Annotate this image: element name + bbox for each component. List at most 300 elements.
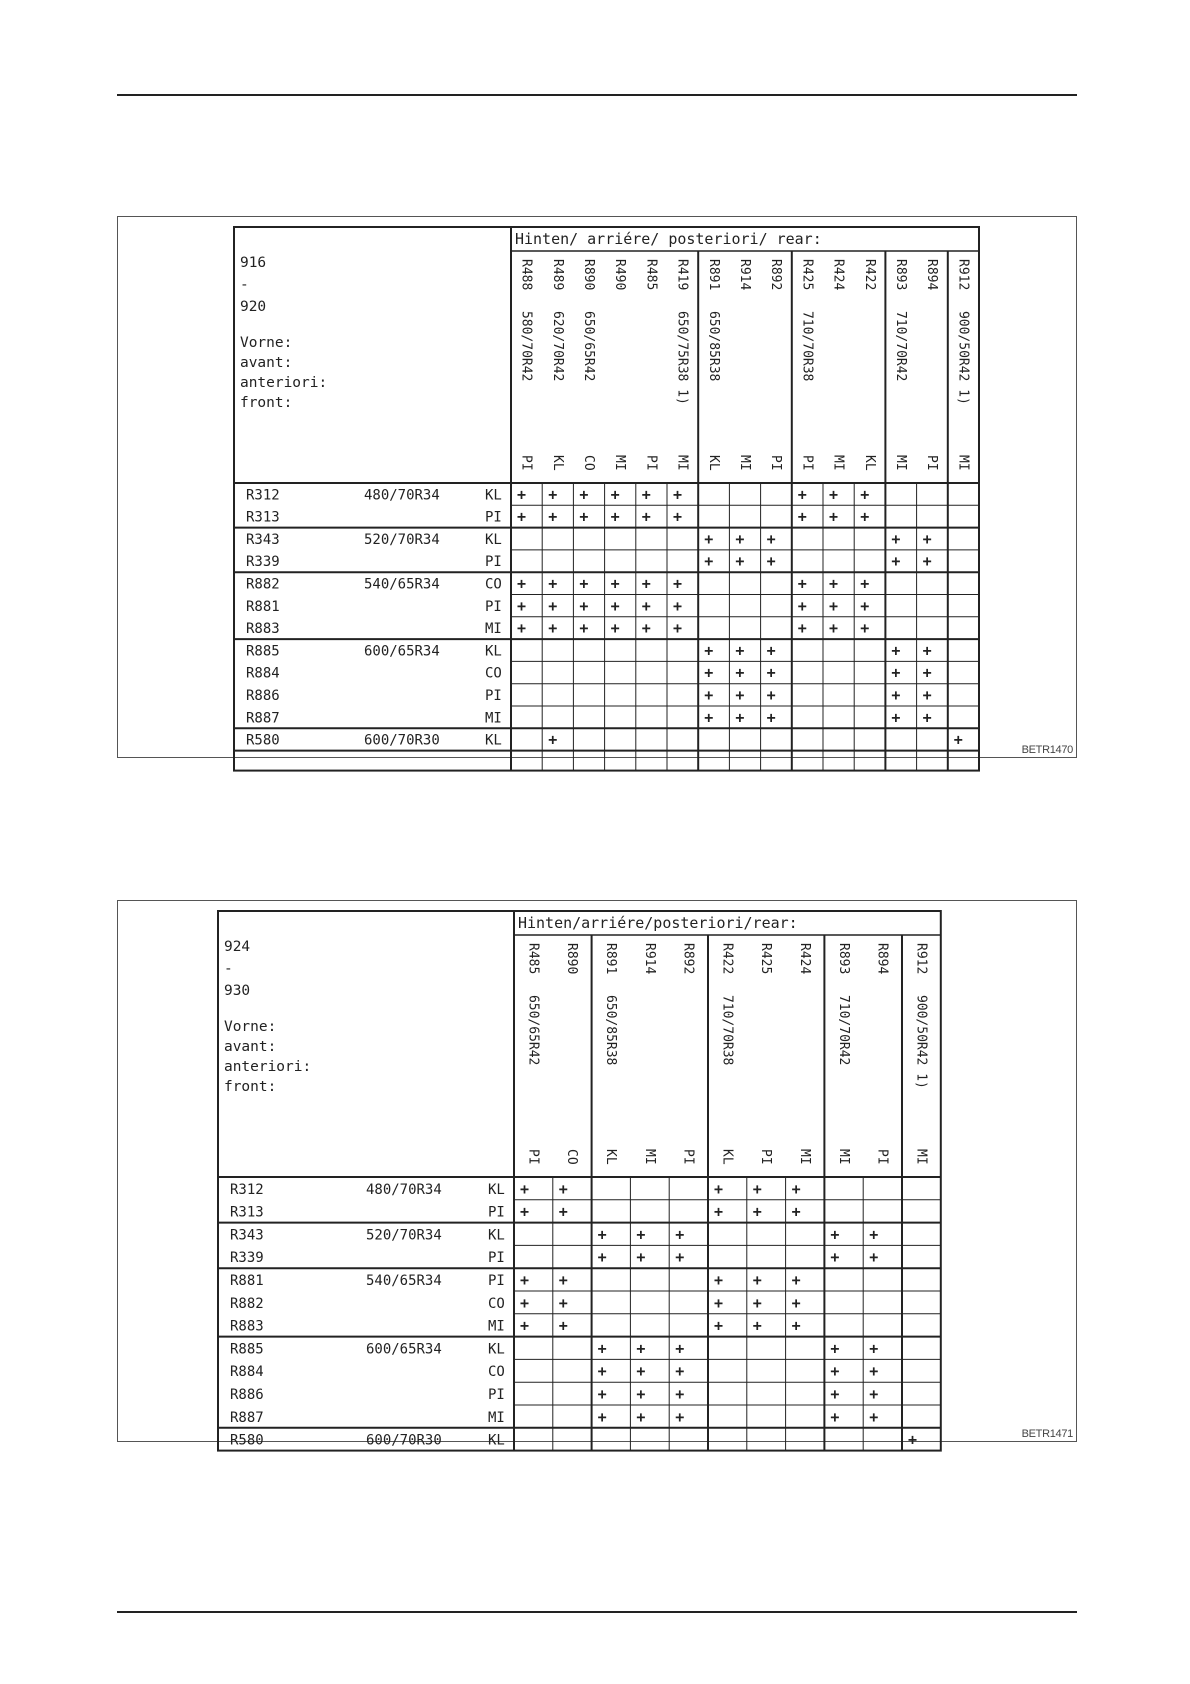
column-brand: MI — [913, 1148, 929, 1165]
compat-mark: + — [828, 619, 839, 638]
column-brand: CO — [581, 454, 597, 471]
column-size: 650/65R42 — [581, 310, 597, 382]
compat-mark: + — [675, 1339, 685, 1358]
column-header — [719, 943, 734, 1065]
row-code: R884 — [246, 665, 280, 682]
compat-mark: + — [636, 1362, 646, 1381]
row-brand: KL — [485, 732, 502, 749]
column-code: R425 — [799, 258, 815, 291]
row-code: R881 — [246, 598, 280, 615]
column-brand-wrap — [831, 455, 846, 471]
row-code: R883 — [246, 621, 280, 638]
row-code: R881 — [230, 1272, 264, 1289]
footer-rule — [117, 1611, 1077, 1613]
compat-mark: + — [766, 708, 776, 727]
compat-mark: + — [828, 596, 839, 615]
compat-mark: + — [672, 507, 683, 526]
row-brand: MI — [487, 1409, 505, 1426]
compat-mark: + — [860, 485, 870, 504]
compat-mark: + — [922, 685, 932, 704]
column-header — [875, 943, 890, 974]
compat-mark: + — [797, 619, 807, 638]
column-brand-wrap — [706, 455, 721, 471]
compat-mark: + — [672, 596, 683, 615]
column-code: R422 — [861, 258, 877, 291]
column-header — [681, 943, 696, 974]
compat-mark: + — [713, 1316, 724, 1335]
compat-mark: + — [860, 507, 870, 526]
column-size: 900/50R42 1) — [955, 310, 971, 405]
row-code: R887 — [230, 1409, 264, 1426]
compat-mark: + — [713, 1293, 724, 1312]
column-code: R424 — [830, 258, 846, 291]
figure-frame-2 — [117, 900, 1077, 1449]
compat-mark: + — [704, 663, 714, 682]
compat-mark: + — [797, 485, 807, 504]
tyre-compatibility-table-924-930 — [216, 909, 943, 1453]
compat-mark: + — [517, 596, 527, 615]
model-number: 924 — [224, 938, 251, 955]
column-brand: MI — [835, 1148, 851, 1165]
table-svg — [216, 909, 943, 1453]
row-code: R580 — [230, 1432, 264, 1449]
compat-mark: + — [675, 1407, 685, 1426]
row-code: R339 — [230, 1250, 264, 1267]
compat-mark: + — [597, 1362, 607, 1381]
front-label: anteriori: — [224, 1058, 312, 1075]
compat-mark: + — [641, 485, 651, 504]
column-header — [519, 259, 534, 381]
column-size: 710/70R42 — [835, 994, 851, 1066]
column-header — [603, 943, 618, 1065]
compat-mark: + — [713, 1179, 724, 1198]
column-header — [642, 943, 657, 974]
column-header — [862, 259, 877, 290]
compat-mark: + — [517, 619, 527, 638]
row-brand: PI — [487, 1250, 505, 1267]
column-brand: PI — [799, 454, 815, 471]
column-brand-wrap — [913, 1149, 928, 1165]
column-brand: MI — [736, 454, 752, 471]
row-brand: MI — [485, 710, 502, 727]
row-size: 600/65R34 — [366, 1341, 442, 1358]
column-code: R892 — [768, 258, 784, 291]
compat-mark: + — [610, 596, 620, 615]
row-size: 540/65R34 — [366, 1272, 442, 1289]
compat-mark: + — [735, 685, 745, 704]
column-code: R890 — [581, 258, 597, 291]
row-brand: CO — [487, 1295, 505, 1312]
compat-mark: + — [519, 1202, 530, 1221]
row-brand: CO — [485, 576, 502, 593]
row-code: R312 — [230, 1181, 264, 1198]
compat-mark: + — [579, 507, 589, 526]
compat-mark: + — [830, 1225, 840, 1244]
row-brand: PI — [487, 1386, 505, 1403]
row-code: R886 — [230, 1386, 264, 1403]
column-brand: PI — [525, 1148, 541, 1165]
column-header — [955, 259, 970, 405]
compat-mark: + — [597, 1248, 607, 1267]
compat-mark: + — [519, 1270, 530, 1289]
column-brand-wrap — [758, 1149, 773, 1165]
compat-mark: + — [735, 663, 745, 682]
column-size: 710/70R38 — [799, 310, 815, 382]
row-brand: CO — [485, 665, 502, 682]
row-size: 540/65R34 — [364, 576, 440, 593]
column-code: R490 — [612, 258, 628, 291]
row-brand: PI — [485, 554, 502, 571]
compat-mark: + — [766, 663, 776, 682]
compat-mark: + — [766, 552, 776, 571]
column-brand-wrap — [525, 1149, 540, 1165]
compat-mark: + — [641, 507, 651, 526]
column-header — [758, 943, 773, 974]
compat-mark: + — [636, 1225, 646, 1244]
compat-mark: + — [704, 641, 714, 660]
compat-mark: + — [675, 1225, 685, 1244]
column-brand: KL — [705, 454, 721, 471]
compat-mark: + — [791, 1316, 801, 1335]
row-brand: KL — [485, 643, 502, 660]
compat-mark: + — [752, 1202, 762, 1221]
column-code: R424 — [796, 942, 812, 975]
column-brand-wrap — [893, 455, 908, 471]
column-brand: KL — [719, 1148, 735, 1165]
column-header — [797, 943, 812, 974]
row-code: R884 — [230, 1364, 264, 1381]
front-label: front: — [224, 1078, 277, 1095]
compat-mark: + — [704, 529, 714, 548]
compat-mark: + — [752, 1270, 762, 1289]
compat-mark: + — [869, 1225, 879, 1244]
compat-mark: + — [869, 1407, 879, 1426]
tyre-compatibility-table-916-920 — [232, 225, 981, 773]
compat-mark: + — [752, 1316, 762, 1335]
compat-mark: + — [766, 685, 776, 704]
compat-mark: + — [830, 1248, 840, 1267]
compat-mark: + — [548, 596, 558, 615]
column-brand: PI — [680, 1148, 696, 1165]
compat-mark: + — [713, 1202, 724, 1221]
compat-mark: + — [869, 1248, 879, 1267]
column-header — [768, 259, 783, 290]
row-brand: KL — [487, 1181, 505, 1198]
compat-mark: + — [791, 1270, 801, 1289]
compat-mark: + — [548, 730, 558, 749]
front-label: Vorne: — [224, 1018, 277, 1035]
column-brand-wrap — [643, 455, 658, 471]
column-header — [581, 259, 596, 381]
row-brand: KL — [487, 1227, 505, 1244]
column-brand: MI — [674, 454, 690, 471]
column-brand: MI — [955, 454, 971, 471]
column-code: R485 — [643, 258, 659, 291]
compat-mark: + — [517, 574, 527, 593]
compat-mark: + — [641, 619, 651, 638]
compat-mark: + — [735, 552, 745, 571]
column-brand-wrap — [955, 455, 970, 471]
column-code: R914 — [641, 942, 657, 975]
compat-mark: + — [922, 552, 932, 571]
compat-mark: + — [519, 1316, 530, 1335]
rear-header: Hinten/ arriére/ posteriori/ rear: — [515, 229, 822, 248]
row-code: R343 — [246, 531, 280, 548]
row-brand: MI — [485, 621, 502, 638]
column-size: 650/85R38 — [705, 310, 721, 382]
column-brand-wrap — [875, 1149, 890, 1165]
model-number: 920 — [240, 298, 267, 315]
column-code: R912 — [955, 258, 971, 291]
column-brand: KL — [602, 1148, 618, 1165]
compat-mark: + — [610, 485, 620, 504]
row-code: R886 — [246, 687, 280, 704]
compat-mark: + — [597, 1339, 607, 1358]
column-code: R893 — [835, 942, 851, 975]
row-size: 480/70R34 — [364, 487, 440, 504]
column-header — [924, 259, 939, 290]
column-header — [612, 259, 627, 290]
compat-mark: + — [752, 1293, 762, 1312]
compat-mark: + — [752, 1179, 762, 1198]
column-size: 900/50R42 1) — [913, 994, 929, 1089]
column-header — [737, 259, 752, 290]
column-header — [831, 259, 846, 290]
compat-mark: + — [597, 1225, 607, 1244]
compat-mark: + — [830, 1339, 840, 1358]
row-brand: PI — [485, 598, 502, 615]
compat-mark: + — [791, 1179, 801, 1198]
column-brand-wrap — [603, 1149, 618, 1165]
compat-mark: + — [558, 1293, 568, 1312]
column-code: R422 — [719, 942, 735, 975]
model-number: 916 — [240, 254, 267, 271]
compat-mark: + — [891, 708, 901, 727]
column-header — [525, 943, 540, 1065]
row-brand: KL — [487, 1432, 505, 1449]
compat-mark: + — [797, 574, 807, 593]
row-brand: PI — [487, 1272, 505, 1289]
column-header — [675, 259, 690, 405]
compat-mark: + — [675, 1362, 685, 1381]
column-brand: PI — [643, 454, 659, 471]
row-code: R343 — [230, 1227, 264, 1244]
column-brand-wrap — [675, 455, 690, 471]
row-code: R887 — [246, 710, 280, 727]
column-brand: MI — [612, 454, 628, 471]
column-brand-wrap — [799, 455, 814, 471]
row-brand: KL — [485, 531, 502, 548]
compat-mark: + — [830, 1407, 840, 1426]
column-brand-wrap — [581, 455, 596, 471]
compat-mark: + — [519, 1293, 530, 1312]
column-code: R890 — [564, 942, 580, 975]
row-size: 600/70R30 — [364, 732, 440, 749]
column-size: 650/85R38 — [602, 994, 618, 1066]
column-brand-wrap — [519, 455, 534, 471]
compat-mark: + — [558, 1179, 568, 1198]
column-brand: MI — [892, 454, 908, 471]
compat-mark: + — [579, 574, 589, 593]
column-code: R891 — [602, 942, 618, 975]
column-brand-wrap — [797, 1149, 812, 1165]
compat-mark: + — [704, 708, 714, 727]
column-brand: CO — [564, 1148, 580, 1165]
column-code: R419 — [674, 258, 690, 291]
column-brand: KL — [861, 454, 877, 471]
compat-mark: + — [672, 574, 683, 593]
header-rule — [117, 94, 1077, 96]
compat-mark: + — [641, 596, 651, 615]
compat-mark: + — [558, 1316, 568, 1335]
column-code: R425 — [758, 942, 774, 975]
compat-mark: + — [548, 619, 558, 638]
row-brand: CO — [487, 1364, 505, 1381]
compat-mark: + — [517, 485, 527, 504]
row-size: 480/70R34 — [366, 1181, 442, 1198]
column-code: R894 — [874, 942, 890, 975]
table-svg — [232, 225, 981, 773]
column-size: 710/70R42 — [892, 310, 908, 382]
column-brand-wrap — [862, 455, 877, 471]
compat-mark: + — [548, 574, 558, 593]
compat-mark: + — [828, 485, 839, 504]
compat-mark: + — [675, 1384, 685, 1403]
column-code: R893 — [892, 258, 908, 291]
compat-mark: + — [579, 619, 589, 638]
column-code: R892 — [680, 942, 696, 975]
compat-mark: + — [922, 708, 932, 727]
column-brand-wrap — [768, 455, 783, 471]
column-code: R485 — [525, 942, 541, 975]
compat-mark: + — [891, 529, 901, 548]
compat-mark: + — [766, 641, 776, 660]
compat-mark: + — [953, 730, 963, 749]
column-brand-wrap — [737, 455, 752, 471]
compat-mark: + — [636, 1384, 646, 1403]
compat-mark: + — [704, 552, 714, 571]
compat-mark: + — [548, 485, 558, 504]
row-code: R312 — [246, 487, 280, 504]
row-brand: PI — [487, 1204, 505, 1221]
compat-mark: + — [579, 596, 589, 615]
figure-label: BETR1470 — [1021, 744, 1073, 756]
compat-mark: + — [610, 619, 620, 638]
row-brand: PI — [485, 509, 502, 526]
compat-mark: + — [636, 1407, 646, 1426]
front-label: anteriori: — [240, 374, 328, 391]
column-size: 650/65R42 — [525, 994, 541, 1066]
column-brand: PI — [874, 1148, 890, 1165]
compat-mark: + — [869, 1339, 879, 1358]
figure-frame-1 — [117, 216, 1077, 758]
front-label: front: — [240, 394, 293, 411]
compat-mark: + — [869, 1362, 879, 1381]
column-brand-wrap — [681, 1149, 696, 1165]
compat-mark: + — [735, 708, 745, 727]
compat-mark: + — [797, 596, 807, 615]
compat-mark: + — [641, 574, 651, 593]
compat-mark: + — [636, 1339, 646, 1358]
column-header — [643, 259, 658, 290]
model-number: 930 — [224, 982, 251, 999]
compat-mark: + — [891, 663, 901, 682]
column-header — [893, 259, 908, 381]
row-size: 600/65R34 — [364, 643, 440, 660]
column-brand: MI — [641, 1148, 657, 1165]
column-code: R489 — [549, 258, 565, 291]
column-header — [706, 259, 721, 381]
figure-label: BETR1471 — [1021, 1428, 1073, 1440]
row-code: R885 — [246, 643, 280, 660]
compat-mark: + — [636, 1248, 646, 1267]
compat-mark: + — [828, 507, 839, 526]
compat-mark: + — [519, 1179, 530, 1198]
compat-mark: + — [860, 574, 870, 593]
row-code: R885 — [230, 1341, 264, 1358]
model-number: - — [224, 960, 233, 977]
column-brand: PI — [758, 1148, 774, 1165]
column-brand-wrap — [550, 455, 565, 471]
compat-mark: + — [791, 1202, 801, 1221]
compat-mark: + — [735, 641, 745, 660]
compat-mark: + — [922, 663, 932, 682]
column-header — [799, 259, 814, 381]
compat-mark: + — [558, 1270, 568, 1289]
compat-mark: + — [704, 685, 714, 704]
column-brand-wrap — [564, 1149, 579, 1165]
compat-mark: + — [791, 1293, 801, 1312]
row-code: R580 — [246, 732, 280, 749]
column-header — [550, 259, 565, 381]
column-code: R894 — [924, 258, 940, 291]
column-header — [836, 943, 851, 1065]
row-code: R882 — [246, 576, 280, 593]
column-code: R912 — [913, 942, 929, 975]
compat-mark: + — [869, 1384, 879, 1403]
compat-mark: + — [610, 574, 620, 593]
compat-mark: + — [860, 619, 870, 638]
column-size: 650/75R38 1) — [674, 310, 690, 405]
compat-mark: + — [922, 641, 932, 660]
model-number: - — [240, 276, 249, 293]
compat-mark: + — [558, 1202, 568, 1221]
row-brand: KL — [485, 487, 502, 504]
row-brand: MI — [487, 1318, 505, 1335]
row-code: R882 — [230, 1295, 264, 1312]
compat-mark: + — [830, 1384, 840, 1403]
column-brand: PI — [924, 454, 940, 471]
compat-mark: + — [517, 507, 527, 526]
compat-mark: + — [597, 1384, 607, 1403]
column-brand-wrap — [642, 1149, 657, 1165]
column-brand: MI — [796, 1148, 812, 1165]
column-brand-wrap — [836, 1149, 851, 1165]
compat-mark: + — [891, 641, 901, 660]
row-code: R883 — [230, 1318, 264, 1335]
column-header — [913, 943, 928, 1089]
row-code: R339 — [246, 554, 280, 571]
column-brand: PI — [768, 454, 784, 471]
front-label: Vorne: — [240, 334, 293, 351]
column-code: R914 — [736, 258, 752, 291]
compat-mark: + — [672, 485, 683, 504]
compat-mark: + — [672, 619, 683, 638]
column-size: 710/70R38 — [719, 994, 735, 1066]
row-brand: PI — [485, 687, 502, 704]
front-label: avant: — [224, 1038, 277, 1055]
compat-mark: + — [766, 529, 776, 548]
